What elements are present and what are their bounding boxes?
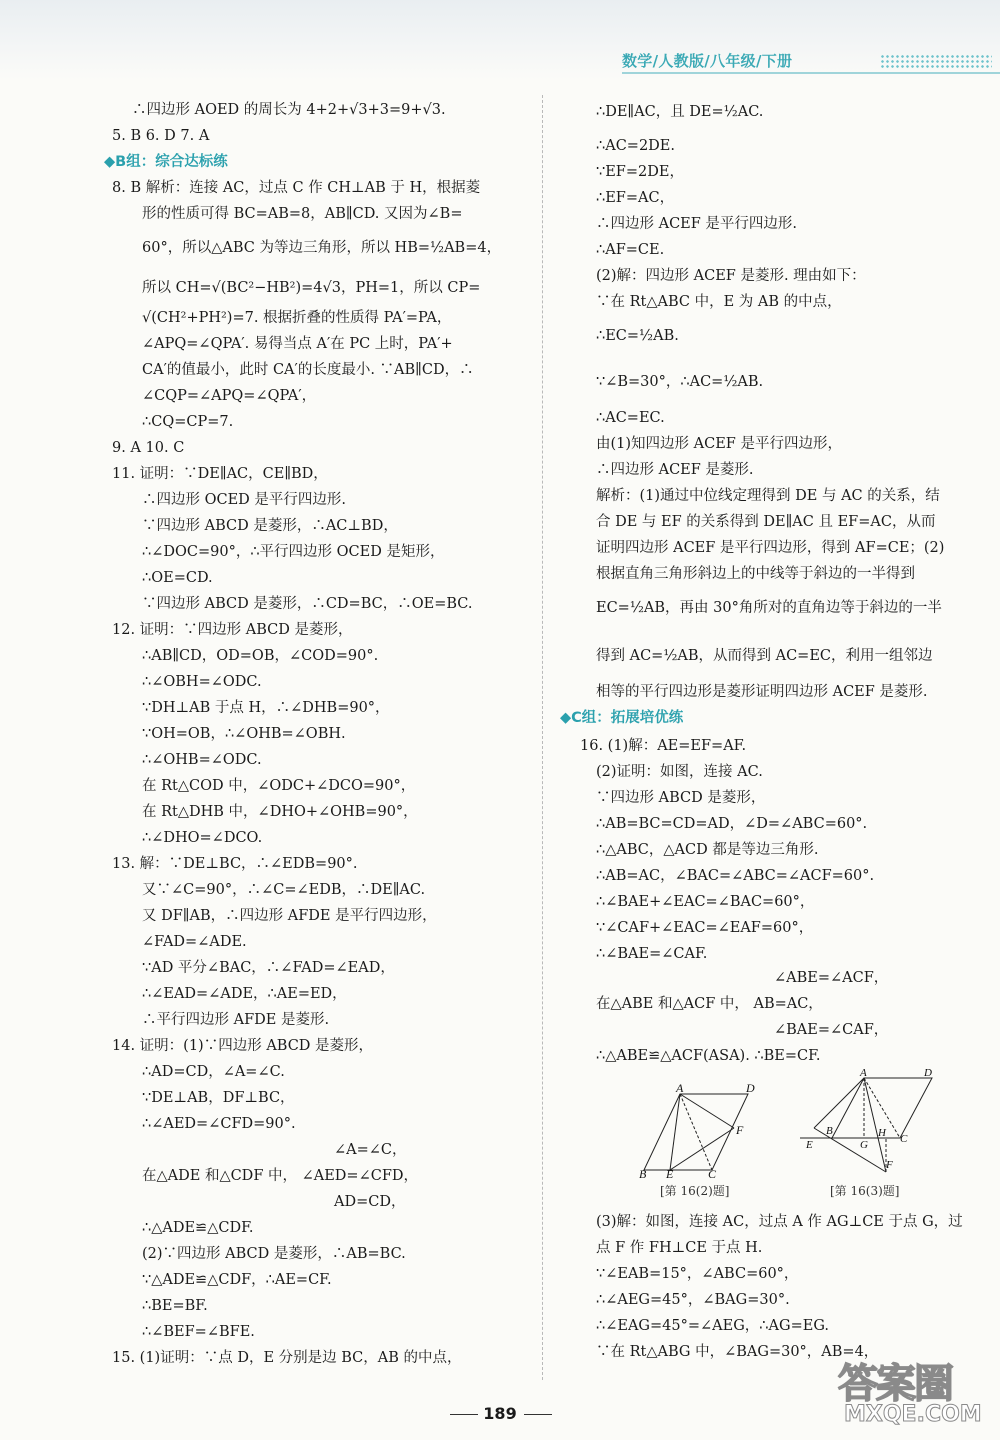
text-line: ∵EF=2DE， [596,164,684,180]
text-line: ∵在 Rt△ABC 中，E 为 AB 的中点， [596,294,842,310]
text-line: ∴AC=EC. [596,410,665,426]
text-line: CA′的值最小，此时 CA′的长度最小. ∵AB∥CD，∴ [142,362,474,378]
text-line: ∴∠AED=∠CFD=90°. [142,1116,296,1132]
label-E: E [806,1139,813,1151]
text-line: ∴△ABE≌△ACF(ASA). ∴BE=CF. [596,1048,821,1064]
text-line: ∵四边形 ABCD 是菱形，∴CD=BC，∴OE=BC. [142,596,473,612]
text-line: ∴四边形 AOED 的周长为 4+2+√3+3=9+√3. [132,102,446,118]
text-line: ∴∠BAE+∠EAC=∠BAC=60°， [596,894,815,910]
text-line: AD=CD， [334,1194,406,1210]
label-G: G [860,1139,868,1151]
text-line: ∴AF=CE. [596,242,665,258]
label-C: C [708,1167,717,1180]
text-line: ∴四边形 ACEF 是菱形. [596,462,754,478]
text-line: 15. (1)证明：∵点 D，E 分别是边 BC，AB 的中点， [112,1350,462,1366]
text-line: ∵DH⊥AB 于点 H，∴∠DHB=90°， [142,700,390,716]
text-line: ∠A=∠C， [334,1142,407,1158]
section-heading: ◆B组：综合达标练 [104,154,228,170]
text-line: 12. 证明：∵四边形 ABCD 是菱形， [112,622,353,638]
text-line: ∠FAD=∠ADE. [142,934,247,950]
text-line: √(CH²+PH²)=7. 根据折叠的性质得 PA′=PA， [142,310,452,326]
text-line: ∴△ADE≌△CDF. [142,1220,254,1236]
text-line: ∴DE∥AC，且 DE=½AC. [596,104,764,120]
label-H: H [878,1127,886,1139]
watermark [838,1352,998,1438]
text-line: 在 Rt△DHB 中，∠DHO+∠OHB=90°， [142,804,418,820]
label-C: C [900,1133,908,1145]
text-line: ∴∠EAD=∠ADE，∴AE=ED， [142,986,347,1002]
text-line: ∵∠EAB=15°，∠ABC=60°， [596,1266,799,1282]
text-line: 16. (1)解：AE=EF=AF. [580,738,747,754]
text-line: ∵∠B=30°，∴AC=½AB. [596,374,764,390]
text-line: ∴OE=CD. [142,570,213,586]
watermark-logo-text: 答案圈 [838,1361,952,1407]
section-heading: ◆C组：拓展培优练 [560,710,684,726]
text-line: 14. 证明：(1)∵四边形 ABCD 是菱形， [112,1038,374,1054]
text-line: (2)∵四边形 ABCD 是菱形，∴AB=BC. [142,1246,406,1262]
text-line: 点 F 作 FH⊥CE 于点 H. [596,1240,763,1256]
text-line: 根据直角三角形斜边上的中线等于斜边的一半得到 [596,566,915,582]
label-A: A [676,1084,684,1095]
text-line: ∴AD=CD，∠A=∠C. [142,1064,285,1080]
label-F: F [886,1159,893,1171]
label-D: D [746,1084,755,1095]
text-line: ∴四边形 ACEF 是平行四边形. [596,216,798,232]
text-line: 相等的平行四边形是菱形证明四边形 ACEF 是菱形. [596,684,928,700]
text-line: (2)证明：如图，连接 AC. [596,764,763,780]
text-line: ∴△ABC，△ACD 都是等边三角形. [596,842,819,858]
text-line: EC=½AB，再由 30°角所对的直角边等于斜边的一半 [596,600,942,616]
text-line: 60°，所以△ABC 为等边三角形，所以 HB=½AB=4， [142,240,502,256]
text-line: 13. 解：∵DE⊥BC，∴∠EDB=90°. [112,856,358,872]
text-line: 在△ABE 和△ACF 中， AB=AC， [596,996,823,1012]
text-line: ∴AB∥CD，OD=OB，∠COD=90°. [142,648,379,664]
text-line: ∠CQP=∠APQ=∠QPA′， [142,388,317,404]
label-D: D [924,1068,932,1079]
text-line: 9. A 10. C [112,440,185,456]
text-line: ∵∠CAF+∠EAC=∠EAF=60°， [596,920,814,936]
text-line: ∵△ADE≌△CDF，∴AE=CF. [142,1272,332,1288]
text-line: ∴∠BEF=∠BFE. [142,1324,255,1340]
text-line: 在△ADE 和△CDF 中， ∠AED=∠CFD， [142,1168,419,1184]
text-line: ∴∠AEG=45°，∠BAG=30°. [596,1292,790,1308]
text-line: 由(1)知四边形 ACEF 是平行四边形， [596,436,842,452]
text-line: 合 DE 与 EF 的关系得到 DE∥AC 且 EF=AC，从而 [596,514,936,530]
text-line: ∵OH=OB，∴∠OHB=∠OBH. [142,726,346,742]
label-A: A [860,1068,867,1079]
label-E: E [666,1167,674,1180]
figure-16-2 [636,1084,756,1180]
figure-16-3 [800,1068,940,1180]
label-F: F [736,1123,744,1137]
text-line: ∴∠EAG=45°=∠AEG，∴AG=EG. [596,1318,829,1334]
text-line: ∴∠BAE=∠CAF. [596,946,708,962]
text-line: ∴∠OHB=∠ODC. [142,752,262,768]
text-line: (2)解：四边形 ACEF 是菱形. 理由如下： [596,268,866,284]
text-line: 证明四边形 ACEF 是平行四边形，得到 AF=CE；(2) [596,540,945,556]
page-number-dash-right [524,1414,552,1415]
text-line: 又∵∠C=90°，∴∠C=∠EDB，∴DE∥AC. [142,882,426,898]
text-line: ∴BE=BF. [142,1298,208,1314]
subject-line: 数学/人教版/八年级/下册 [622,52,793,70]
label-B: B [639,1167,647,1180]
text-line: 形的性质可得 BC=AB=8，AB∥CD. 又因为∠B= [142,206,463,222]
text-line: ∠APQ=∠QPA′. 易得当点 A′在 PC 上时，PA′+ [142,336,453,352]
text-line: ∴平行四边形 AFDE 是菱形. [142,1012,330,1028]
text-line: ∴EC=½AB. [596,328,679,344]
text-line: ∴AB=BC=CD=AD，∠D=∠ABC=60°. [596,816,868,832]
text-line: ∴CQ=CP=7. [142,414,234,430]
column-divider [542,95,543,1380]
text-line: 11. 证明：∵DE∥AC，CE∥BD， [112,466,328,482]
watermark-url: MXQE.COM [844,1402,982,1427]
text-line: ∴∠OBH=∠ODC. [142,674,262,690]
text-line: ∵四边形 ABCD 是菱形， [596,790,766,806]
text-line: 5. B 6. D 7. A [112,128,210,144]
text-line: 8. B 解析：连接 AC，过点 C 作 CH⊥AB 于 H，根据菱 [112,180,481,196]
text-line: ∠BAE=∠CAF， [774,1022,889,1038]
text-line: (3)解：如图，连接 AC，过点 A 作 AG⊥CE 于点 G，过 [596,1214,963,1230]
text-line: 又 DF∥AB，∴四边形 AFDE 是平行四边形， [142,908,437,924]
dot-pattern-decoration [880,54,992,68]
page-number: 189 [483,1404,517,1423]
text-line: 所以 CH=√(BC²−HB²)=4√3，PH=1，所以 CP= [142,280,481,296]
text-line: ∴∠DHO=∠DCO. [142,830,263,846]
text-line: ∵DE⊥AB，DF⊥BC， [142,1090,295,1106]
text-line: ∠ABE=∠ACF， [774,970,889,986]
text-line: ∴∠DOC=90°，∴平行四边形 OCED 是矩形， [142,544,445,560]
text-line: ∴四边形 OCED 是平行四边形. [142,492,347,508]
text-line: ∴EF=AC， [596,190,675,206]
text-line: 解析：(1)通过中位线定理得到 DE 与 AC 的关系，结 [596,488,940,504]
text-line: ∵四边形 ABCD 是菱形，∴AC⊥BD， [142,518,398,534]
label-B: B [826,1125,833,1137]
figure-16-2-caption: [第 16(2)题] [660,1184,730,1198]
text-line: 在 Rt△COD 中，∠ODC+∠DCO=90°， [142,778,416,794]
header-rule [622,72,1000,74]
page-number-dash-left [450,1414,478,1415]
text-line: ∴AB=AC，∠BAC=∠ABC=∠ACF=60°. [596,868,875,884]
figure-16-3-caption: [第 16(3)题] [830,1184,900,1198]
text-line: ∵在 Rt△ABG 中，∠BAG=30°，AB=4， [596,1344,879,1360]
page-header [622,48,1000,74]
text-line: ∵AD 平分∠BAC，∴∠FAD=∠EAD， [142,960,395,976]
text-line: 得到 AC=½AB，从而得到 AC=EC，利用一组邻边 [596,648,933,664]
text-line: ∴AC=2DE. [596,138,675,154]
